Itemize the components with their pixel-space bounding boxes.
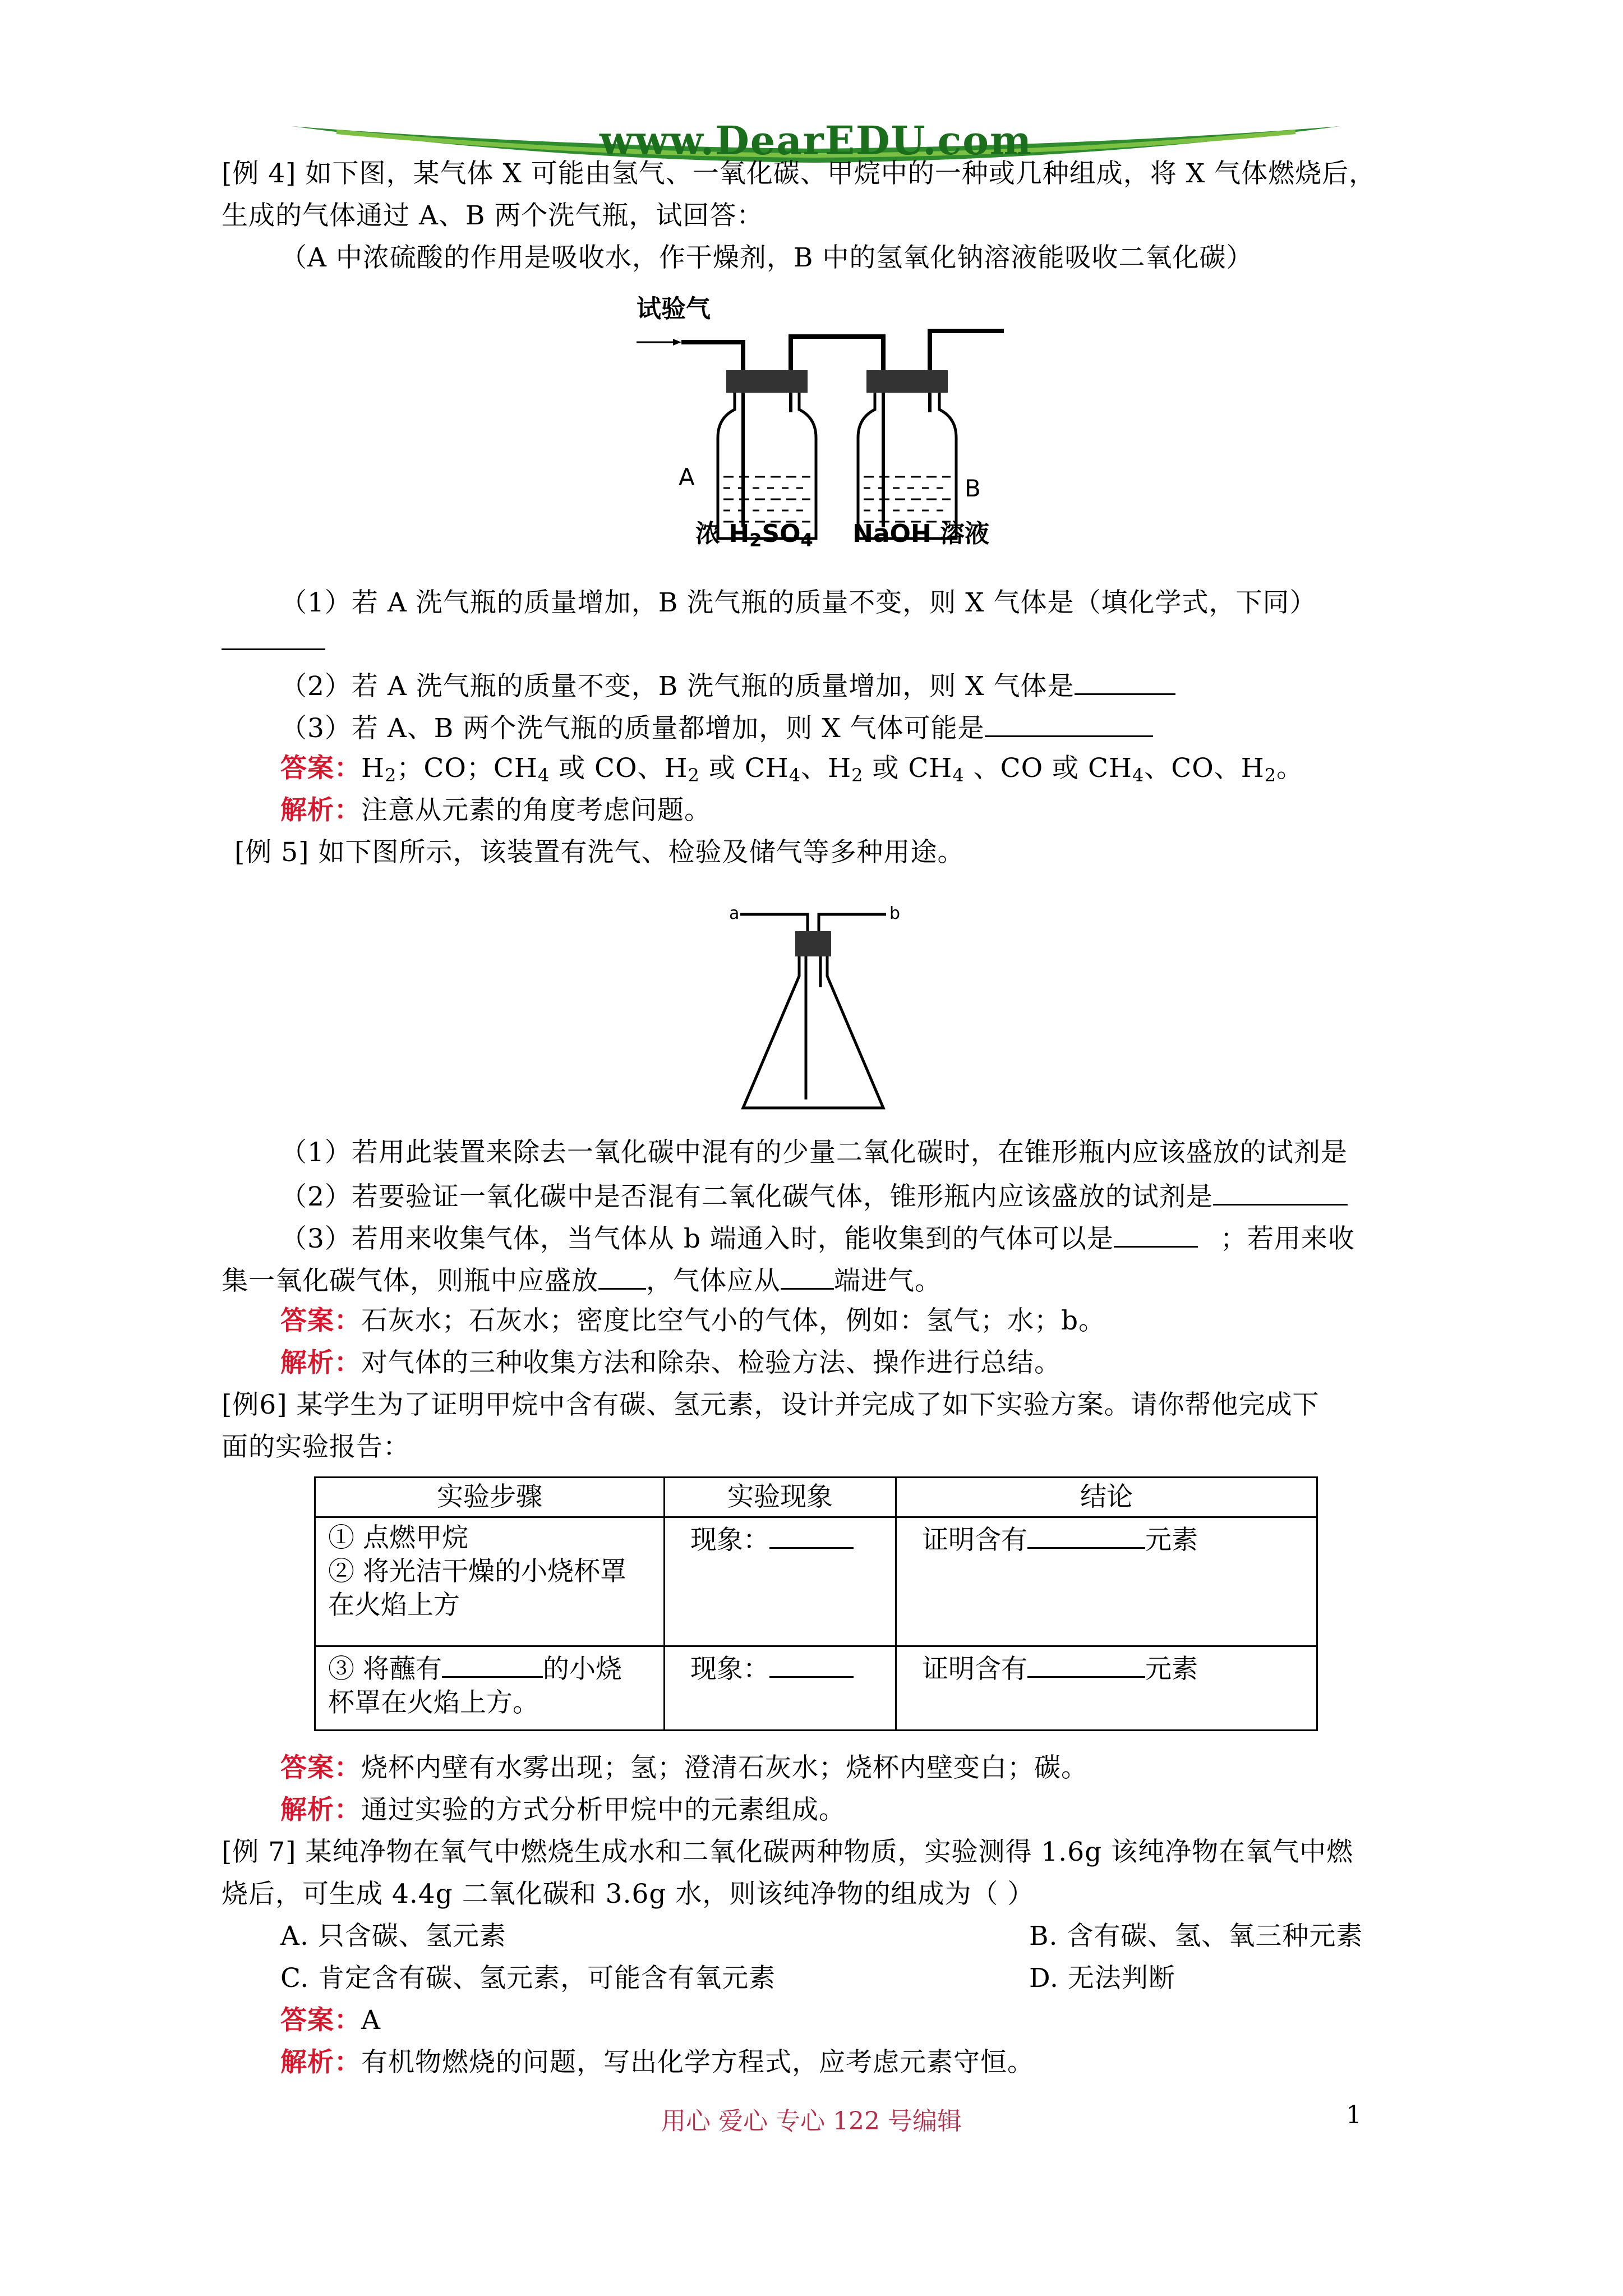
answer-blank [781,1262,834,1290]
table-row [315,1646,1317,1731]
table-cell-phenomenon: 现象： [665,1517,896,1646]
answer-blank [442,1650,543,1678]
page-footer: 用心 爱心 专心 122 号编辑 [661,2107,962,2136]
table-cell-step: ③ 将蘸有 的小烧 杯罩在火焰上方。 [315,1646,665,1731]
label-a-port: a [729,904,740,923]
table-header: 实验步骤 [315,1478,665,1517]
answer-blank [1213,1178,1348,1205]
ex6-line1: [例6] 某学生为了证明甲烷中含有碳、氢元素，设计并完成了如下实验方案。请你帮他完成下 [222,1389,1320,1420]
ex6-line2: 面的实验报告： [222,1432,410,1462]
conical-flask-figure [729,898,901,1122]
label-test-gas: 试验气 [637,295,711,323]
ex5-analysis: 解析：对气体的三种收集方法和除杂、检验方法、操作进行总结。 [280,1347,1061,1378]
answer-blank [1027,1650,1145,1678]
label-sulfuric-acid: 浓 $H_2SO_4$ [695,519,813,551]
ex5-line1: [例 5] 如下图所示，该装置有洗气、检验及储气等多种用途。 [234,837,965,868]
ex6-analysis: 解析：通过实验的方式分析甲烷中的元素组成。 [280,1795,846,1825]
ex5-q1: （1）若用此装置来除去一氧化碳中混有的少量二氧化碳时，在锥形瓶内应该盛放的试剂是 [280,1137,1348,1168]
table-header-row [315,1478,1317,1517]
label-b-port: b [889,904,901,923]
answer-blank [1114,1220,1198,1248]
table-header: 实验现象 [665,1478,896,1517]
ex4-q1: （1）若 A 洗气瓶的质量增加，B 洗气瓶的质量不变，则 X 气体是（填化学式，下同） [280,587,1317,618]
answer-blank [222,623,325,650]
ex7-option-a: A. 只含碳、氢元素 [280,1921,506,1952]
ex7-line2: 烧后，可生成 4.4g 二氧化碳和 3.6g 水，则该纯净物的组成为（ ） [222,1879,1035,1910]
logo-text: www.DearEDU.com [599,117,1032,164]
answer-blank [985,710,1153,737]
page-number: 1 [1346,2101,1362,2129]
label-naoh: NaOH 溶液 [852,519,990,548]
ex6-answer: 答案：烧杯内壁有水雾出现；氢；澄清石灰水；烧杯内壁变白；碳。 [280,1752,1088,1783]
experiment-report-table [314,1476,1318,1731]
ex4-answer: 答案：$H_2$；CO；$CH_4$ 或 CO、$H_2$ 或 $CH_4$、$H_2$ 或 $CH_4$ 、CO 或 $CH_4$、CO、$H_2$。 [280,753,1304,786]
ex7-option-c: C. 肯定含有碳、氢元素，可能含有氧元素 [280,1963,776,1994]
ex7-analysis: 解析：有机物燃烧的问题，写出化学方程式，应考虑元素守恒。 [280,2047,1034,2078]
answer-blank [1027,1521,1145,1549]
table-header: 结论 [896,1478,1317,1517]
table-row [315,1517,1317,1646]
ex5-q2: （2）若要验证一氧化碳中是否混有二氧化碳气体，锥形瓶内应该盛放的试剂是 [280,1178,1348,1214]
label-a: A [679,463,695,491]
table-cell-phenomenon: 现象： [665,1646,896,1731]
ex7-line1: [例 7] 某纯净物在氧气中燃烧生成水和二氧化碳两种物质，实验测得 1.6g 该纯净物在氧气中燃 [222,1837,1354,1867]
answer-blank [769,1650,854,1678]
table-cell-step: ① 点燃甲烷 ② 将光洁干燥的小烧杯罩 在火焰上方 [315,1517,665,1646]
answer-blank [598,1262,646,1290]
ex4-analysis: 解析：注意从元素的角度考虑问题。 [280,795,711,826]
ex7-option-d: D. 无法判断 [1029,1963,1175,1994]
ex5-q3: （3）若用来收集气体，当气体从 b 端通入时，能收集到的气体可以是 ；若用来收 [280,1220,1355,1256]
answer-blank [769,1521,854,1549]
table-cell-conclusion: 证明含有 元素 [896,1517,1317,1646]
ex4-q2: （2）若 A 洗气瓶的质量不变，B 洗气瓶的质量增加，则 X 气体是 [280,668,1175,703]
ex4-q1-blank-line [222,623,325,659]
ex7-option-b: B. 含有碳、氢、氧三种元素 [1029,1921,1363,1952]
answer-blank [1075,668,1175,695]
gas-washing-bottles-figure [623,292,1015,555]
ex4-line2: 生成的气体通过 A、B 两个洗气瓶，试回答： [222,200,764,231]
ex5-q3-cont: 集一氧化碳气体，则瓶中应盛放 ，气体应从 端进气。 [222,1262,942,1298]
ex5-answer: 答案：石灰水；石灰水；密度比空气小的气体，例如：氢气；水；b。 [280,1305,1106,1336]
table-cell-conclusion: 证明含有 元素 [896,1646,1317,1731]
ex4-line1: [例 4] 如下图，某气体 X 可能由氢气、一氧化碳、甲烷中的一种或几种组成，将 X 气体燃烧后， [222,158,1376,189]
ex7-answer: 答案：A [280,2005,381,2036]
ex4-note: （A 中浓硫酸的作用是吸收水，作干燥剂，B 中的氢氧化钠溶液能吸收二氧化碳） [280,242,1253,273]
ex4-q3: （3）若 A、B 两个洗气瓶的质量都增加，则 X 气体可能是 [280,710,1153,746]
label-b: B [965,475,981,502]
